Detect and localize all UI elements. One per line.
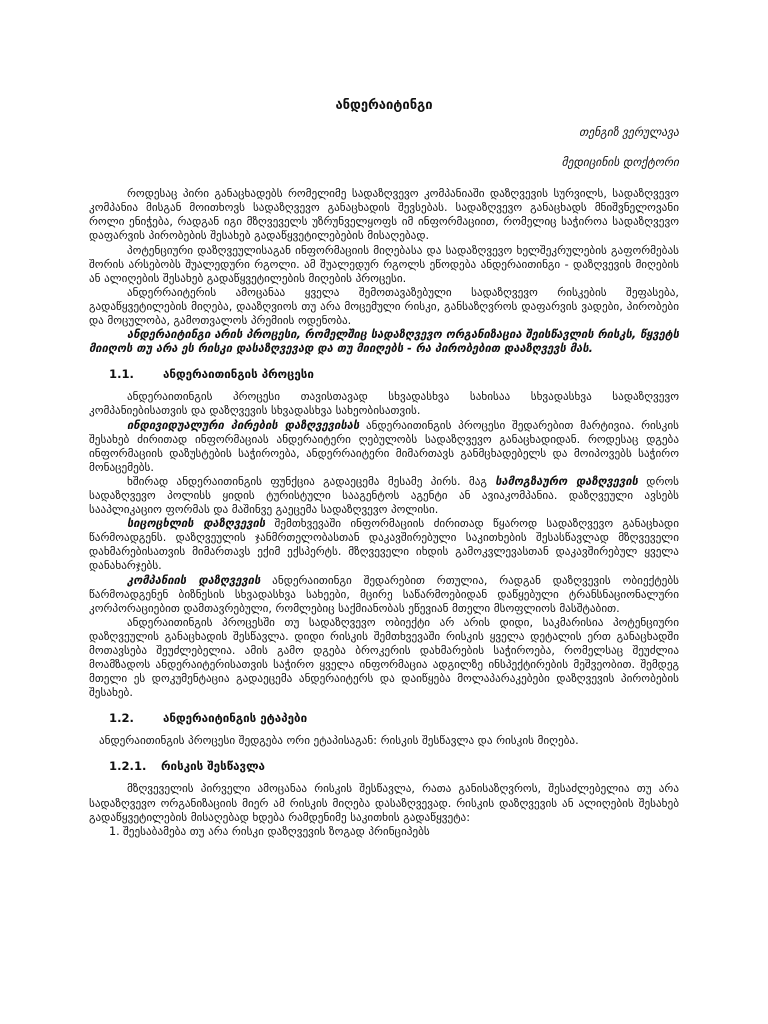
- list-number: 1.: [109, 824, 120, 838]
- paragraph-stages: ანდერაითინგის პროცესი შედგება ორი ეტაპისაგან: რისკის შესწავლა და რისკის მიღება.: [99, 734, 579, 748]
- paragraph-2: პოტენციური დაზღვეულისაგან ინფორმაციის მიღებასა და სადაზღვევო ხელშეკრულების გაფორმებას შორის არსებობს შუალედური რგოლი. ამ შუალედურ რგოლს ეწოდება ანდერაითინგი - დაზღვევის მიღების ან ალიღების შესახებ გადაწყვეტილების მიღების პროცესი.: [89, 243, 679, 285]
- paragraph-individual: [89, 419, 679, 475]
- emphasis-text: კომპანიის დაზღვევის: [127, 573, 261, 587]
- paragraph-12: მზღვეველის პირველი ამოცანაა რისკის შესწავლა, რათა განისაზღვროს, შესაძლებელია თუ არა სადაზღვევო ორგანიზაციის მიერ ამ რისკის მიღება დასაზღვევად. რისკის დაზღვევის ან ალიღების შესახებ გადაწყვეტილების მისაღებად ხდება რამდენიმე საკითხის გადაწყვეტა:: [89, 782, 679, 824]
- document-title: ანდერაიტინგი: [335, 98, 433, 113]
- section-title: ანდერაითინგის პროცესი: [163, 367, 314, 382]
- paragraph-3: ანდერრაიტერის ამოცანაა ყველა შემოთავაზებული სადაზღვევო რისკების შეფასება, გადაწყვეტილების მიღება, დააზღვიოს თუ არა მოცემული რისკი, განსაზღვროს დაფარვის ვადები, პირობები და მოცულობა, გამოთვალოს პრემიის ოდენობა.: [89, 285, 679, 328]
- paragraph-text: შემთხვევაში ინფორმაციის ძირითად წყაროდ სადაზღვევო განაცხადი წარმოადგენს. დაზღვეულის ჯანმრთელობასთან დაკავშირებული საკითხების შესასწავლად მზღვეველი დახმარებისათვის მიმართავს ექიმ ექსპერტს. მზღვეველი იხდის გამოკვლევასთან დაკავშირებულ ყველა დანახარჯებს.: [89, 517, 679, 573]
- list-item-text: შეესაბამება თუ არა რისკი დაზღვევის ზოგად პრინციპებს: [123, 824, 430, 838]
- section-heading-1-2-1: [89, 759, 679, 773]
- author-name: თენგიზ ვერულავა: [579, 125, 679, 139]
- paragraph-1: როდესაც პირი განაცხადებს რომელიმე სადაზღვევო კომპანიაში დაზღვევის სურვილს, სადაზღვევო კომპანია მისგან მოითხოვს სადაზღვევო განაცხადის შევსებას. სადაზღვევო განაცხადს მნიშვნელოვანი როლი ენიჭება, რადგან იგი მზღვეველს უზრუნველყოფს იმ ინფორმაციით, რომელიც საჭიროა სადაზღვევო დაფარვის პირობების შესახებ გადაწყვეტილებების მისაღებად.: [89, 187, 679, 243]
- definition-paragraph: ანდერაიტინგი არის პროცესი, რომელშიც სადაზღვევო ორგანიზაცია შეისწავლის რისკს, წყვეტს მიიღოს თუ არა ეს რისკი დასაზღვევად და თუ მიიღებს - რა პირობებით დააზღვევს მას.: [89, 328, 679, 356]
- paragraph-company: [89, 574, 679, 616]
- emphasis-text: სიცოცხლის დაზღვევის: [127, 517, 266, 531]
- section-number: 1.1.: [109, 367, 134, 382]
- paragraph-5: ანდერაითინგის პროცესი თავისთავად სხვადასხვა სახისაა სხვადასხვა სადაზღვევო კომპანიებისათვის და დაზღვევის სხვადასხვა სახეობისათვის.: [89, 390, 679, 418]
- paragraph-text: ანდერაითინგი შედარებით რთულია, რადგან დაზღვევის ობიექტებს წარმოადგენენ ბიზნესის სხვადასხვა სახეები, მცირე საწარმოებიდან დაწყებული ტრანსნაციონალური კორპორაციებით დამთავრებული, რომლებიც საქმიანობას ეწევიან მთელი მსოფლიოს მასშტაბით.: [89, 573, 679, 615]
- section-title: ანდერაიტინგის ეტაპები: [163, 711, 308, 726]
- paragraph-travel: [89, 475, 679, 517]
- section-number: 1.2.: [109, 711, 134, 726]
- section-heading-1-1: [89, 367, 679, 381]
- section-heading-1-2: [89, 711, 679, 725]
- author-degree: მედიცინის დოქტორი: [561, 155, 679, 170]
- section-number: 1.2.1.: [109, 759, 147, 774]
- numbered-list: [89, 825, 679, 839]
- paragraph-text: ხშირად ანდერაითინგის ფუნქცია გადაეცემა მესამე პირს. მაგ: [127, 474, 496, 488]
- paragraph-10: ანდერაითინგის პროცესში თუ სადაზღვევო ობიექტი არ არის დიდი, საკმარისია პოტენციური დაზღვეულის განაცხადის შესწავლა. დიდი რისკის შემთხვევაში რისკის ყველა დეტალის ერთ განაცხადში მოთავსება შეუძლებელია. ამის გამო დგება ბროკერის დახმარების საჭიროება, რომელსაც შეუძლია მოამზადოს ანდერაიტერისათვის საჭირო ყველა ინფორმაცია ადგილზე ინსპექტირების მეშვეობით. შემდეგ მთელი ეს დოკუმენტაცია გადაეცემა ანდერაიტერს და დაიწყება მოლაპარაკებები დაზღვევის პირობების შესახებ.: [89, 615, 679, 700]
- emphasis-text: ინდივიდუალური პირების დაზღვევისას: [127, 418, 360, 432]
- paragraph-text: ანდერაითინგის პროცესი შედარებით მარტივია. რისკის შესახებ ძირითად ინფორმაციას ანდერაიტერი ღებულობს სადაზღვევო განაცხადიდან. როდესაც დგება ინფორმაციის დაზუსტების საჭიროება, ანდერრაიტერი მიმართავს განმცხადებელს და მოიპოვებს საჭირო მონაცემებს.: [89, 418, 679, 474]
- paragraph-life: [89, 517, 679, 573]
- paragraph-text: დროს სადაზღვევო პოლისს ყიდის ტურისტული სააგენტოს აგენტი ან ავიაკომპანია. დაზღვეული ავსებს სააპლიკაციო ფორმას და მაშინვე გაეცემა სადაზღვევო პოლისი.: [89, 474, 679, 517]
- emphasis-text: სამოგზაურო დაზღვევის: [495, 474, 638, 488]
- section-title: რისკის შესწავლა: [161, 759, 265, 774]
- list-item: [89, 825, 679, 839]
